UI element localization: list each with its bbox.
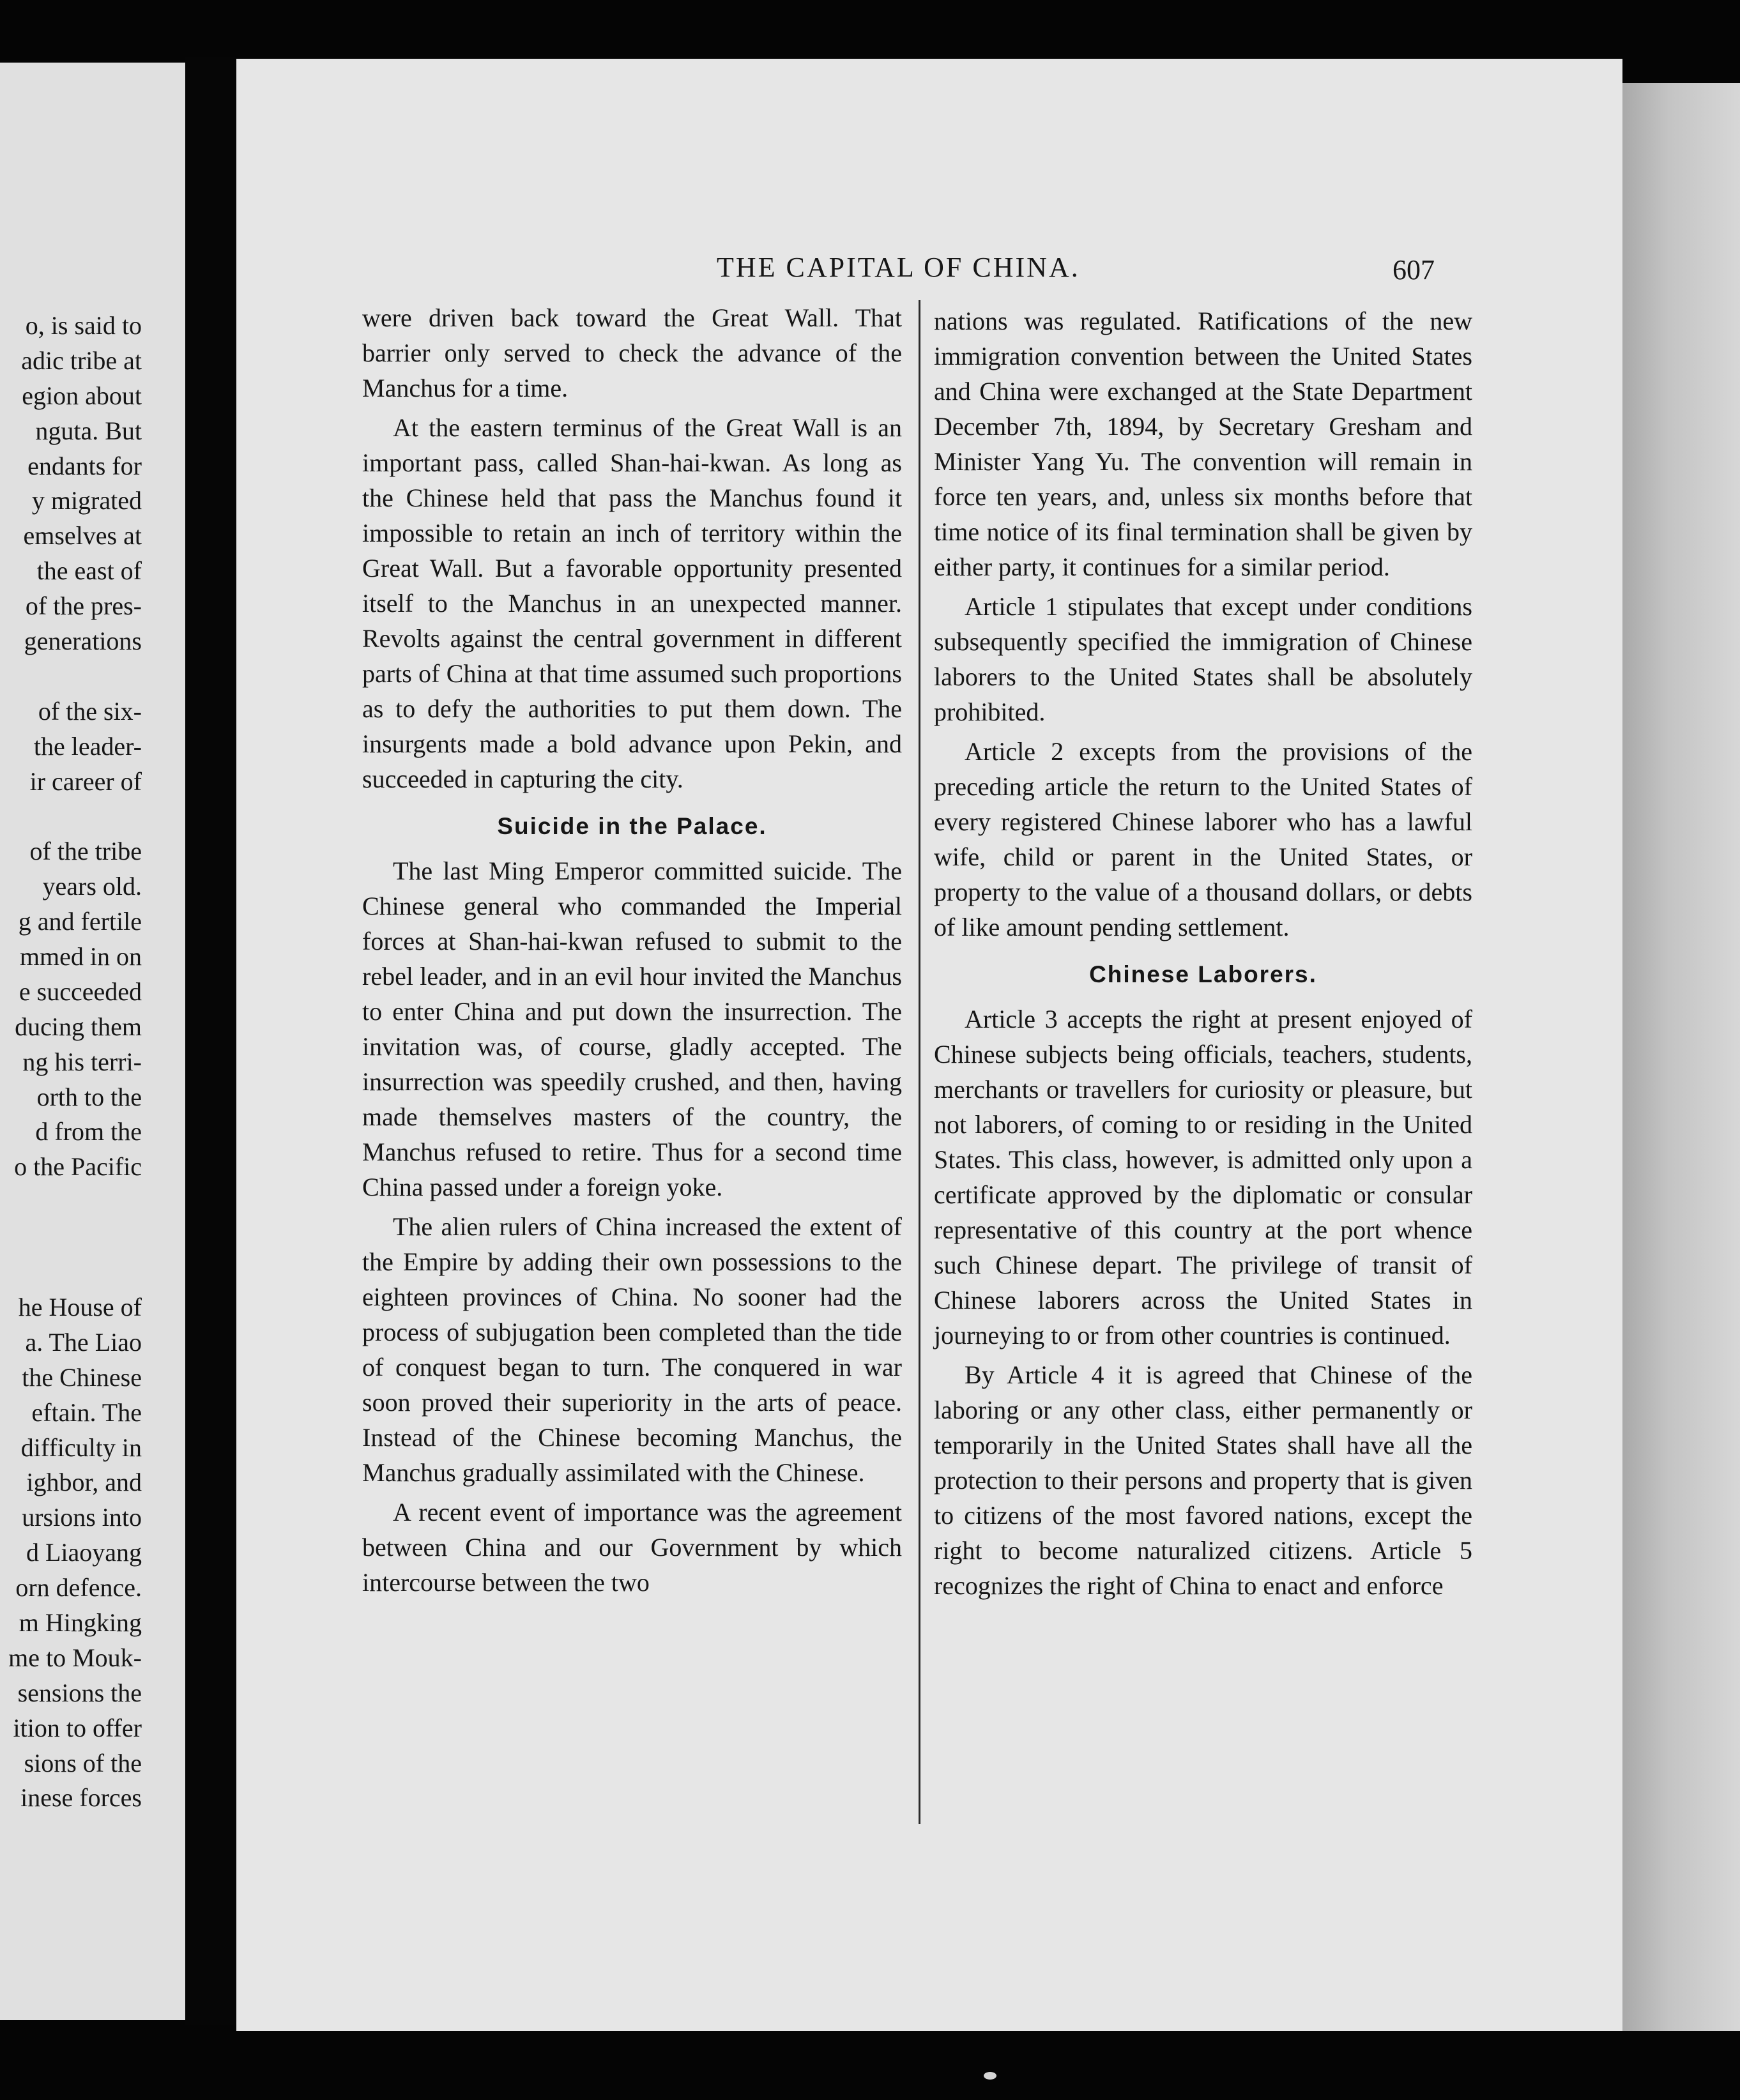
facing-page-line: emselves at [23, 521, 142, 551]
text-column-left [362, 300, 902, 1604]
paragraph: were driven back toward the Great Wall. That barrier only served to check the advance of the Manchus for a time. [362, 303, 902, 402]
facing-page-line: e succeeded [19, 977, 142, 1006]
facing-page-line: orth to the [36, 1082, 142, 1111]
next-page-edge [1622, 83, 1740, 2031]
paragraph: At the eastern terminus of the Great Wall is an important pass, called Shan-hai-kwan. As long as the Chinese held that pass the Manchus found it impossible to retain an inch of territory within the Great Wall. But a favorable opportunity presented itself to the Manchus in an unexpected manner. Revolts against the central government in different parts of China at that time assumed such proportions as to defy the authorities to put them down. The insurgents made a bold advance upon Pekin, and succeeded in capturing the city. [362, 413, 902, 793]
section-heading: Chinese Laborers. [1089, 961, 1317, 987]
facing-page-line: g and fertile [18, 907, 142, 936]
paragraph: Article 1 stipulates that except under conditions subsequently specified the immigration of Chinese laborers to the United States shall be absolutely prohibited. [934, 592, 1472, 726]
facing-page-line: difficulty in [20, 1433, 142, 1462]
facing-page-line: ition to offer [13, 1713, 142, 1742]
facing-page-line: adic tribe at [21, 346, 142, 375]
paragraph: The last Ming Emperor committed suicide. The Chinese general who commanded the Imperial forces at Shan-hai-kwan refused to submit to the rebel leader, and in an evil hour invited the Manchus to enter China and put down the insurrection. The invitation was, of course, gladly accepted. The insurrection was speedily crushed, and then, having made themselves masters of the country, the Manchus refused to retire. Thus for a second time China passed under a foreign yoke. [362, 856, 902, 1201]
running-title: THE CAPITAL OF CHINA. [717, 252, 1080, 283]
paragraph: The alien rulers of China increased the extent of the Empire by adding their own possessions to the eighteen provinces of China. No sooner had the process of subjugation been completed than the tide of conquest began to turn. The conquered in war soon proved their superiority in the arts of peace. Instead of the Chinese becoming Manchus, the Manchus gradually assimilated with the Chinese. [362, 1212, 902, 1487]
facing-page-line: o the Pacific [14, 1152, 142, 1182]
facing-page-line: sensions the [17, 1678, 142, 1707]
facing-page-line: the Chinese [22, 1362, 142, 1392]
scan-mark [984, 2072, 996, 2080]
facing-page-line [0, 1185, 142, 1220]
facing-page-line: of the tribe [29, 837, 142, 866]
text-column-right [934, 303, 1472, 1608]
facing-page-line: ir career of [29, 766, 142, 796]
paragraph: A recent event of importance was the agreement between China and our Government by which intercourse between the two [362, 1498, 902, 1597]
facing-page-line [0, 1255, 142, 1290]
paragraph: By Article 4 it is agreed that Chinese of the laboring or any other class, either permanently or temporarily in the United States shall have all the protection to their persons and property that is given to citizens of the most favored nations, except the right to become naturalized citizens. Article 5 recognizes the right of China to enact and enforce [934, 1360, 1472, 1600]
facing-page-line: ducing them [15, 1012, 142, 1041]
facing-page-line: nguta. But [35, 416, 142, 445]
facing-page-line: endants for [27, 451, 142, 480]
facing-page-line: of the pres- [25, 591, 142, 621]
facing-page-line: ng his terri- [22, 1047, 142, 1076]
facing-page-text [0, 308, 142, 1816]
facing-page-line: the east of [36, 556, 142, 586]
facing-page-line: a. The Liao [25, 1327, 142, 1357]
facing-page-line: me to Mouk- [8, 1643, 142, 1672]
facing-page-line: d from the [35, 1117, 142, 1146]
paragraph: Article 2 excepts from the provisions of the preceding article the return to the United States of every registered Chinese laborer who has a lawful wife, child or parent in the United States, or property to the value of a thousand dollars, or debts of like amount pending settlement. [934, 737, 1472, 941]
facing-page-line: inese forces [20, 1783, 142, 1813]
facing-page-line: o, is said to [25, 311, 142, 340]
facing-page-line: m Hingking [19, 1608, 142, 1637]
paragraph: Article 3 accepts the right at present enjoyed of Chinese subjects being officials, teachers, students, merchants or travellers for curiosity or pleasure, but not laborers, of coming to or residing in the United States. This class, however, is admitted only upon a certificate approved by the diplomatic or consular representative of this country at the port whence such Chinese depart. The privilege of transit of Chinese laborers across the United States in journeying to or from other countries is continued. [934, 1005, 1472, 1350]
column-divider [919, 300, 920, 1824]
facing-page-line: ursions into [22, 1503, 142, 1532]
facing-page-line: orn defence. [15, 1573, 142, 1602]
facing-page-line: mmed in on [19, 942, 142, 971]
facing-page-line: egion about [22, 381, 142, 410]
facing-page-line: sions of the [24, 1748, 142, 1777]
facing-page-line: ighbor, and [26, 1468, 142, 1497]
facing-page-line: the leader- [33, 731, 142, 761]
facing-page-line: y migrated [31, 486, 142, 515]
facing-page-line: generations [24, 627, 142, 656]
book-spine [185, 57, 236, 2025]
facing-page-line [0, 1220, 142, 1255]
section-heading: Suicide in the Palace. [497, 813, 767, 839]
facing-page-line [0, 659, 142, 694]
facing-page-line: he House of [18, 1292, 142, 1321]
facing-page [0, 63, 185, 2020]
facing-page-line [0, 799, 142, 834]
paragraph: nations was regulated. Ratifications of the new immigration convention between the United States and China were exchanged at the State Department December 7th, 1894, by Secretary Gresham and Minister Yang Yu. The convention will remain in force ten years, and, unless six months before that time notice of its final termination shall be given by either party, it continues for a similar period. [934, 307, 1472, 581]
facing-page-line: eftain. The [31, 1397, 142, 1427]
page-number: 607 [1393, 254, 1435, 285]
facing-page-line: years old. [42, 872, 142, 901]
facing-page-line: d Liaoyang [26, 1538, 142, 1567]
facing-page-line: of the six- [38, 696, 142, 726]
